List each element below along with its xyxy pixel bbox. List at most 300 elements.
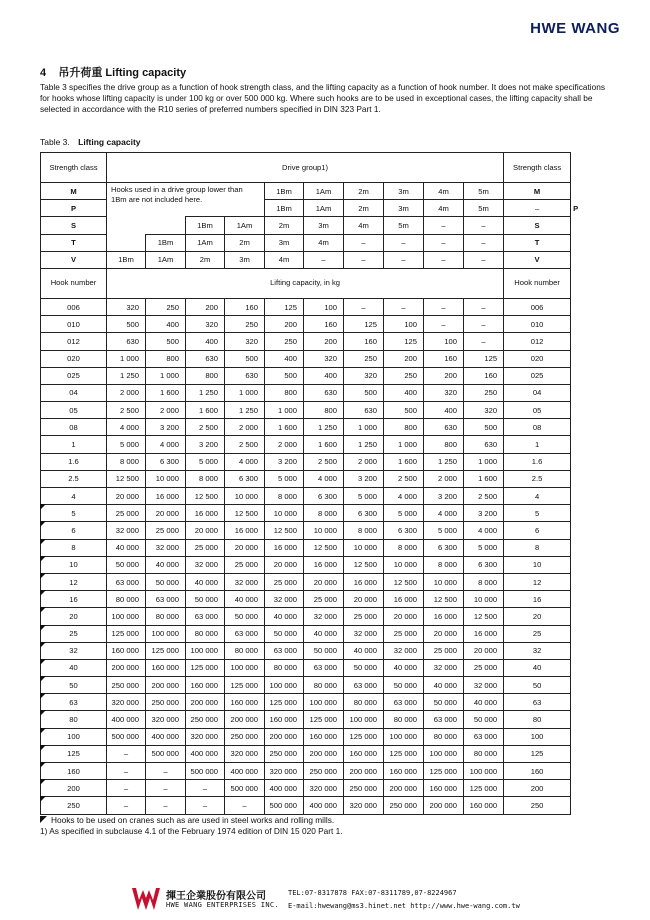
hook-number-cell: 25 xyxy=(41,625,107,642)
capacity-cell: 1 250 xyxy=(107,367,146,384)
hook-number-cell: 80 xyxy=(41,711,107,728)
hook-number-cell: 4 xyxy=(41,488,107,505)
hook-number-cell-right: 25 xyxy=(504,625,571,642)
table-caption-title: Lifting capacity xyxy=(78,137,141,147)
hook-number-cell: 025 xyxy=(41,367,107,384)
drive-group-cell: 1Bm xyxy=(265,183,304,200)
hook-number-cell-right: 125 xyxy=(504,745,571,762)
drive-group-cell: – xyxy=(464,217,504,234)
footnotes xyxy=(40,815,343,837)
capacity-cell: 1 250 xyxy=(344,436,384,453)
drive-group-cell: 1Am xyxy=(304,183,344,200)
capacity-cell: 25 000 xyxy=(107,505,146,522)
capacity-cell: 8 000 xyxy=(384,539,424,556)
capacity-cell: 16 000 xyxy=(464,625,504,642)
capacity-cell: 40 000 xyxy=(107,539,146,556)
hook-number-cell: 08 xyxy=(41,419,107,436)
capacity-cell: 400 xyxy=(186,333,225,350)
hook-number-cell-right: 100 xyxy=(504,728,571,745)
hook-number-cell: 125 xyxy=(41,745,107,762)
capacity-cell: – xyxy=(464,316,504,333)
capacity-cell: 200 000 xyxy=(384,780,424,797)
capacity-cell: 1 000 xyxy=(146,367,186,384)
capacity-cell: 250 000 xyxy=(344,780,384,797)
capacity-cell: 1 000 xyxy=(344,419,384,436)
table-row xyxy=(41,694,571,711)
capacity-cell: 50 000 xyxy=(304,642,344,659)
capacity-cell: 5 000 xyxy=(107,436,146,453)
capacity-cell: 32 000 xyxy=(384,642,424,659)
capacity-cell: 50 000 xyxy=(107,556,146,573)
capacity-cell: 800 xyxy=(424,436,464,453)
capacity-cell: 630 xyxy=(304,384,344,401)
footnote-1: 1) As specified in subclause 4.1 of the February 1974 edition of DIN 15 020 Part 1. xyxy=(40,826,343,836)
company-footer xyxy=(130,884,550,914)
capacity-cell: 50 000 xyxy=(146,573,186,590)
capacity-cell: 12 500 xyxy=(344,556,384,573)
capacity-cell: 63 000 xyxy=(384,694,424,711)
section-heading xyxy=(40,64,186,80)
hook-number-cell: 12 xyxy=(41,573,107,590)
hook-number-cell: 50 xyxy=(41,677,107,694)
table-row xyxy=(41,522,571,539)
capacity-cell: 500 000 xyxy=(107,728,146,745)
capacity-cell: 160 000 xyxy=(265,711,304,728)
section-title: 吊升荷重 Lifting capacity xyxy=(58,67,187,79)
capacity-cell: 250 xyxy=(265,333,304,350)
capacity-cell: 6 300 xyxy=(344,505,384,522)
capacity-cell: 8 000 xyxy=(464,573,504,590)
capacity-cell: 1 000 xyxy=(265,402,304,419)
capacity-cell: 400 xyxy=(424,402,464,419)
capacity-cell: 500 000 xyxy=(225,780,265,797)
capacity-cell: 320 000 xyxy=(186,728,225,745)
capacity-cell: 200 000 xyxy=(265,728,304,745)
capacity-cell: 800 xyxy=(265,384,304,401)
intro-paragraph: Table 3 specifies the drive group as a function of hook strength class, and the lifting capacity as a function of hook number. It does not make specifications for hooks whose lifting capacity is under 100 kg or over 500 000 kg. Where such hooks are to be used in exceptional cases, the lifting capacity shall be selected in accordance with the R10 series of preferred numbers specified in DIN 323 Part 1. xyxy=(40,82,605,114)
capacity-cell: 32 000 xyxy=(464,677,504,694)
capacity-cell: 500 xyxy=(464,419,504,436)
hook-number-cell-right: 025 xyxy=(504,367,571,384)
capacity-cell: 400 xyxy=(384,384,424,401)
capacity-cell: 5 000 xyxy=(344,488,384,505)
drive-group-cell: – xyxy=(464,251,504,268)
drive-group-cell: – xyxy=(464,234,504,251)
table-row xyxy=(41,298,571,315)
capacity-cell: 250 000 xyxy=(265,745,304,762)
capacity-cell: 200 xyxy=(265,316,304,333)
drive-group-cell: 3m xyxy=(265,234,304,251)
strength-class-cell-right: S xyxy=(504,217,571,234)
hook-number-cell-right: 80 xyxy=(504,711,571,728)
capacity-cell: 160 000 xyxy=(107,642,146,659)
capacity-cell: 63 000 xyxy=(344,677,384,694)
capacity-cell: 200 xyxy=(304,333,344,350)
capacity-cell: 80 000 xyxy=(225,642,265,659)
table-row xyxy=(41,470,571,487)
capacity-cell: 63 000 xyxy=(107,573,146,590)
table-row xyxy=(41,402,571,419)
hook-number-cell: 63 xyxy=(41,694,107,711)
capacity-cell: 320 000 xyxy=(225,745,265,762)
capacity-cell: 200 000 xyxy=(344,763,384,780)
drive-group-cell: – xyxy=(344,234,384,251)
drive-group-cell: 1Am xyxy=(146,251,186,268)
drive-group-cell: – xyxy=(504,200,571,217)
hook-number-cell: 05 xyxy=(41,402,107,419)
capacity-cell: 10 000 xyxy=(265,505,304,522)
capacity-cell: 63 000 xyxy=(424,711,464,728)
drive-group-body xyxy=(41,183,579,269)
capacity-cell: 5 000 xyxy=(384,505,424,522)
hook-number-cell: 100 xyxy=(41,728,107,745)
capacity-cell: 12 500 xyxy=(384,573,424,590)
hook-number-cell-right: 04 xyxy=(504,384,571,401)
capacity-cell: 125 000 xyxy=(464,780,504,797)
drive-row xyxy=(41,183,571,200)
drive-group-cell: 1Bm xyxy=(186,217,225,234)
capacity-cell: 400 000 xyxy=(304,797,344,814)
capacity-cell: 25 000 xyxy=(384,625,424,642)
capacity-cell: 25 000 xyxy=(464,659,504,676)
capacity-cell: 500 000 xyxy=(265,797,304,814)
capacity-cell: 50 000 xyxy=(424,694,464,711)
capacity-cell: 200 000 xyxy=(107,659,146,676)
hook-number-cell-right: 40 xyxy=(504,659,571,676)
table-row xyxy=(41,763,571,780)
capacity-cell: 25 000 xyxy=(344,608,384,625)
drive-group-cell: 5m xyxy=(384,217,424,234)
capacity-cell: 320 xyxy=(344,367,384,384)
capacity-cell: 8 000 xyxy=(304,505,344,522)
hook-header-body xyxy=(41,268,571,298)
capacity-cell: 320 000 xyxy=(304,780,344,797)
capacity-cell: 8 000 xyxy=(107,453,146,470)
capacity-cell: 5 000 xyxy=(265,470,304,487)
table-row xyxy=(41,745,571,762)
empty-cell xyxy=(107,217,186,234)
capacity-cell: 4 000 xyxy=(304,470,344,487)
capacity-cell: 400 000 xyxy=(186,745,225,762)
capacity-cell: 2 500 xyxy=(384,470,424,487)
drive-group-cell: 2m xyxy=(265,217,304,234)
hook-number-cell-right: 250 xyxy=(504,797,571,814)
capacity-cell: 400 000 xyxy=(225,763,265,780)
capacity-cell: 40 000 xyxy=(344,642,384,659)
capacity-cell: 2 500 xyxy=(107,402,146,419)
capacity-cell: – xyxy=(107,797,146,814)
capacity-cell: 32 000 xyxy=(265,591,304,608)
capacity-cell: 10 000 xyxy=(344,539,384,556)
hook-number-cell: 1 xyxy=(41,436,107,453)
capacity-cell: 1 000 xyxy=(225,384,265,401)
hook-number-cell: 10 xyxy=(41,556,107,573)
strength-class-cell: M xyxy=(41,183,107,200)
drive-group-cell: 4m xyxy=(424,200,464,217)
hook-number-cell-right: 32 xyxy=(504,642,571,659)
drive-group-cell: 4m xyxy=(424,183,464,200)
capacity-cell: 160 xyxy=(464,367,504,384)
drive-row xyxy=(41,234,571,251)
capacity-cell: 8 000 xyxy=(344,522,384,539)
hook-number-cell-right: 2.5 xyxy=(504,470,571,487)
hook-number-cell-right: 012 xyxy=(504,333,571,350)
capacity-cell: 200 000 xyxy=(186,694,225,711)
capacity-cell: 5 000 xyxy=(464,539,504,556)
capacity-cell: 400 000 xyxy=(107,711,146,728)
capacity-cell: 50 000 xyxy=(344,659,384,676)
capacity-cell: 63 000 xyxy=(265,642,304,659)
capacity-cell: 63 000 xyxy=(304,659,344,676)
capacity-cell: – xyxy=(424,298,464,315)
capacity-cell: 125 000 xyxy=(384,745,424,762)
capacity-cell: 10 000 xyxy=(304,522,344,539)
capacity-cell: 20 000 xyxy=(464,642,504,659)
capacity-cell: 100 000 xyxy=(424,745,464,762)
capacity-cell: 320 xyxy=(107,298,146,315)
capacity-cell: 2 000 xyxy=(424,470,464,487)
capacity-cell: 2 000 xyxy=(265,436,304,453)
hook-number-header-right: Hook number xyxy=(504,268,571,298)
capacity-cell: 16 000 xyxy=(225,522,265,539)
capacity-cell: 200 000 xyxy=(424,797,464,814)
drive-group-cell: – xyxy=(384,234,424,251)
capacity-cell: 80 000 xyxy=(304,677,344,694)
table-row xyxy=(41,573,571,590)
hook-number-cell-right: 020 xyxy=(504,350,571,367)
drive-row xyxy=(41,251,571,268)
capacity-cell: 40 000 xyxy=(225,591,265,608)
capacity-cell: 5 000 xyxy=(424,522,464,539)
capacity-cell: 500 xyxy=(146,333,186,350)
table-row xyxy=(41,316,571,333)
table-row xyxy=(41,419,571,436)
hook-number-cell: 40 xyxy=(41,659,107,676)
hook-number-cell-right: 5 xyxy=(504,505,571,522)
hook-number-cell: 010 xyxy=(41,316,107,333)
table-row xyxy=(41,350,571,367)
hook-number-cell: 20 xyxy=(41,608,107,625)
hook-number-cell-right: 010 xyxy=(504,316,571,333)
capacity-cell: 800 xyxy=(384,419,424,436)
table-caption xyxy=(40,137,141,147)
capacity-cell: 630 xyxy=(344,402,384,419)
hook-number-cell: 200 xyxy=(41,780,107,797)
capacity-cell: 8 000 xyxy=(265,488,304,505)
capacity-cell: 40 000 xyxy=(265,608,304,625)
capacity-cell: – xyxy=(464,298,504,315)
capacity-cell: 160 xyxy=(424,350,464,367)
company-name-en: HWE WANG ENTERPRISES INC. xyxy=(166,901,279,909)
hook-number-cell-right: 8 xyxy=(504,539,571,556)
strength-class-cell: P xyxy=(41,200,107,217)
capacity-cell: – xyxy=(146,797,186,814)
strength-class-cell: V xyxy=(41,251,107,268)
drive-group-cell: 2m xyxy=(186,251,225,268)
capacity-cell: 100 000 xyxy=(146,625,186,642)
lifting-capacity-table xyxy=(40,152,579,815)
hooks-note-cell: Hooks used in a drive group lower than 1Bm are not included here. xyxy=(107,183,265,217)
table-row xyxy=(41,642,571,659)
drive-group-header: Drive group1) xyxy=(107,153,504,183)
capacity-cell: 125 000 xyxy=(265,694,304,711)
drive-group-cell: – xyxy=(424,251,464,268)
capacity-cell: 100 000 xyxy=(464,763,504,780)
capacity-cell: 50 000 xyxy=(265,625,304,642)
table-row xyxy=(41,333,571,350)
capacity-cell: 320 000 xyxy=(265,763,304,780)
capacity-cell: 2 500 xyxy=(464,488,504,505)
hook-number-cell: 250 xyxy=(41,797,107,814)
capacity-cell: 125 xyxy=(265,298,304,315)
capacity-cell: 320 000 xyxy=(107,694,146,711)
drive-group-cell: 2m xyxy=(225,234,265,251)
table-row xyxy=(41,711,571,728)
capacity-cell: – xyxy=(107,763,146,780)
capacity-cell: 160 000 xyxy=(304,728,344,745)
capacity-cell: 10 000 xyxy=(464,591,504,608)
capacity-cell: 160 xyxy=(304,316,344,333)
drive-group-cell: 4m xyxy=(265,251,304,268)
capacity-cell: 20 000 xyxy=(225,539,265,556)
table-row xyxy=(41,539,571,556)
strength-class-cell-right: T xyxy=(504,234,571,251)
capacity-cell: 25 000 xyxy=(146,522,186,539)
capacity-cell: 16 000 xyxy=(265,539,304,556)
capacity-cell: 20 000 xyxy=(424,625,464,642)
company-name-cn: 揮王企業股份有限公司 xyxy=(166,891,266,902)
hook-number-cell: 6 xyxy=(41,522,107,539)
capacity-cell: 50 000 xyxy=(186,591,225,608)
drive-group-cell: 1Am xyxy=(225,217,265,234)
table-row xyxy=(41,505,571,522)
capacity-cell: 40 000 xyxy=(424,677,464,694)
capacity-cell: 320 xyxy=(225,333,265,350)
table-caption-label: Table 3. xyxy=(40,137,70,147)
drive-group-cell: 1Am xyxy=(304,200,344,217)
capacity-cell: 80 000 xyxy=(186,625,225,642)
capacity-cell: 630 xyxy=(424,419,464,436)
capacity-cell: 100 000 xyxy=(344,711,384,728)
hook-number-cell-right: 6 xyxy=(504,522,571,539)
capacity-cell: 3 200 xyxy=(424,488,464,505)
hook-number-cell-right: 12 xyxy=(504,573,571,590)
capacity-cell: 125 000 xyxy=(225,677,265,694)
hook-number-cell: 006 xyxy=(41,298,107,315)
capacity-cell: 1 600 xyxy=(146,384,186,401)
capacity-cell: 80 000 xyxy=(384,711,424,728)
table-row xyxy=(41,659,571,676)
drive-group-cell: 2m xyxy=(344,200,384,217)
capacity-cell: 6 300 xyxy=(225,470,265,487)
empty-cell xyxy=(107,234,146,251)
capacity-cell: 16 000 xyxy=(384,591,424,608)
capacity-cell: 32 000 xyxy=(344,625,384,642)
capacity-cell: 10 000 xyxy=(146,470,186,487)
capacity-cell: 500 000 xyxy=(186,763,225,780)
capacity-cell: 20 000 xyxy=(384,608,424,625)
capacity-cell: 160 000 xyxy=(384,763,424,780)
hook-number-cell: 32 xyxy=(41,642,107,659)
capacity-cell: 500 xyxy=(344,384,384,401)
capacity-cell: 63 000 xyxy=(225,625,265,642)
capacity-cell: – xyxy=(107,745,146,762)
capacity-cell: 80 000 xyxy=(424,728,464,745)
capacity-cell: 40 000 xyxy=(464,694,504,711)
capacity-cell: 6 300 xyxy=(304,488,344,505)
hook-number-cell-right: 1 xyxy=(504,436,571,453)
capacity-cell: 3 200 xyxy=(186,436,225,453)
capacity-cell: 80 000 xyxy=(464,745,504,762)
capacity-cell: – xyxy=(344,298,384,315)
capacity-cell: 20 000 xyxy=(107,488,146,505)
capacity-cell: 250 xyxy=(146,298,186,315)
capacity-cell: 4 000 xyxy=(424,505,464,522)
capacity-cell: 160 xyxy=(344,333,384,350)
drive-row: P 1Bm 1Am 2m 3m 4m 5m – P xyxy=(41,200,571,217)
capacity-cell: 50 000 xyxy=(384,677,424,694)
capacity-cell: 125 000 xyxy=(344,728,384,745)
capacity-cell: 8 000 xyxy=(186,470,225,487)
capacity-cell: 6 300 xyxy=(464,556,504,573)
capacity-cell: 2 000 xyxy=(146,402,186,419)
table-row xyxy=(41,453,571,470)
capacity-cell: – xyxy=(424,316,464,333)
capacity-cell: 3 200 xyxy=(265,453,304,470)
capacity-cell: 4 000 xyxy=(225,453,265,470)
drive-group-cell: – xyxy=(384,251,424,268)
capacity-cell: 20 000 xyxy=(265,556,304,573)
capacity-cell: 250 000 xyxy=(384,797,424,814)
hook-number-cell: 04 xyxy=(41,384,107,401)
capacity-cell: 630 xyxy=(464,436,504,453)
capacity-cell: 3 200 xyxy=(344,470,384,487)
capacity-cell: 25 000 xyxy=(186,539,225,556)
capacity-cell: 32 000 xyxy=(107,522,146,539)
drive-group-cell: 1Bm xyxy=(265,200,304,217)
hook-number-cell-right: 50 xyxy=(504,677,571,694)
capacity-cell: 100 xyxy=(424,333,464,350)
capacity-cell: 100 000 xyxy=(265,677,304,694)
corner-mark-icon xyxy=(40,816,47,823)
section-number: 4 xyxy=(40,67,47,79)
capacity-cell: 320 xyxy=(464,402,504,419)
capacity-cell: 16 000 xyxy=(186,505,225,522)
hook-number-cell: 012 xyxy=(41,333,107,350)
hook-number-cell-right: 16 xyxy=(504,591,571,608)
company-logo-icon xyxy=(130,884,162,914)
capacity-cell: 200 xyxy=(186,298,225,315)
hook-number-cell: 160 xyxy=(41,763,107,780)
capacity-cell: 63 000 xyxy=(464,728,504,745)
capacity-cell: 3 200 xyxy=(464,505,504,522)
company-contact-email: E-mail:hwewang@ms3.hinet.net http://www.hwe-wang.com.tw xyxy=(288,902,520,910)
strength-class-header-right: Strength class xyxy=(504,153,571,183)
table-row xyxy=(41,591,571,608)
capacity-cell: 125 xyxy=(344,316,384,333)
hook-number-cell-right: 006 xyxy=(504,298,571,315)
capacity-cell: 20 000 xyxy=(146,505,186,522)
capacity-cell: 160 xyxy=(225,298,265,315)
capacity-cell: 25 000 xyxy=(304,591,344,608)
capacity-cell: 32 000 xyxy=(424,659,464,676)
capacity-cell: 12 500 xyxy=(464,608,504,625)
strength-class-cell: S xyxy=(41,217,107,234)
hook-number-cell-right: 05 xyxy=(504,402,571,419)
capacity-cell: 12 500 xyxy=(424,591,464,608)
capacity-cell: 1 600 xyxy=(464,470,504,487)
capacity-cell: 160 000 xyxy=(344,745,384,762)
